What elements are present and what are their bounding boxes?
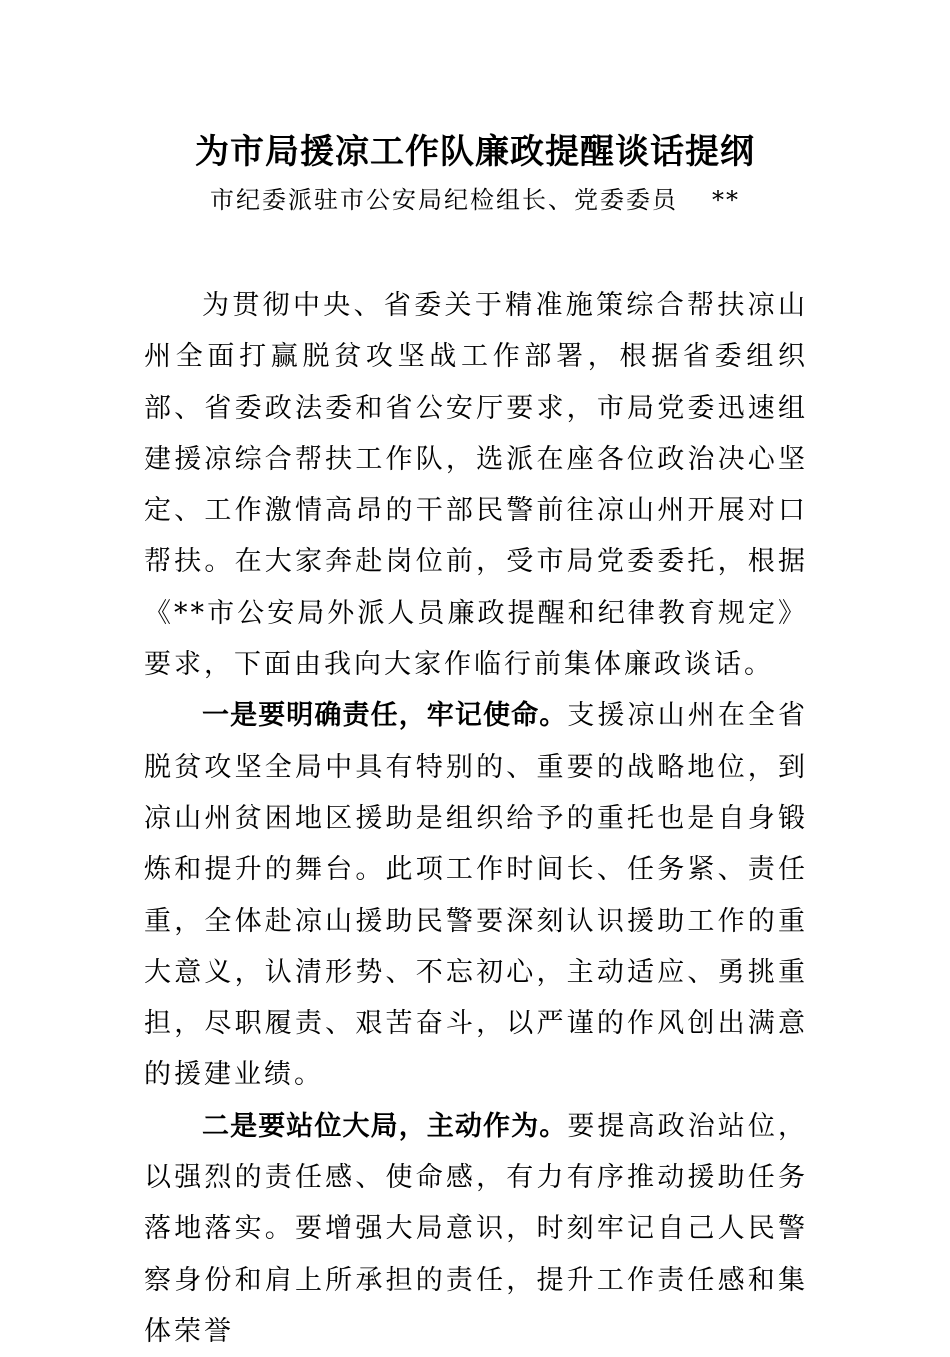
subtitle-affiliation: 市纪委派驻市公安局纪检组长、党委委员 xyxy=(210,186,678,214)
paragraph-text: 为贯彻中央、省委关于精准施策综合帮扶凉山州全面打赢脱贫攻坚战工作部署，根据省委组织部、省委政法委和省公安厅要求，市局党委迅速组建援凉综合帮扶工作队，选派在座各位政治决心坚定、工作激情高昂的干部民警前往凉山州开展对口帮扶。在大家奔赴岗位前，受市局党委委托，根据《**市公安局外派人员廉政提醒和纪律教育规定》要求，下面由我向大家作临行前集体廉政谈话。 xyxy=(144,290,808,681)
body-paragraph xyxy=(144,280,808,690)
body-paragraph xyxy=(144,690,808,1100)
subtitle-author: ** xyxy=(712,186,740,214)
document-title: 为市局援凉工作队廉政提醒谈话提纲 xyxy=(195,132,755,172)
paragraph-text: 支援凉山州在全省脱贫攻坚全局中具有特别的、重要的战略地位，到凉山州贫困地区援助是组织给予的重托也是自身锻炼和提升的舞台。此项工作时间长、任务紧、责任重，全体赴凉山援助民警要深刻认识援助工作的重大意义，认清形势、不忘初心，主动适应、勇挑重担，尽职履责、艰苦奋斗，以严谨的作风创出满意的援建业绩。 xyxy=(144,700,809,1091)
paragraph-lead: 一是要明确责任，牢记使命。 xyxy=(202,700,568,732)
document-subtitle xyxy=(0,182,950,218)
body-paragraph xyxy=(144,1101,808,1357)
document-body xyxy=(144,280,808,1357)
paragraph-text: 要提高政治站位，以强烈的责任感、使命感，有力有序推动援助任务落地落实。要增强大局意识，时刻牢记自己人民警察身份和肩上所承担的责任，提升工作责任感和集体荣誉 xyxy=(144,1110,809,1347)
paragraph-lead: 二是要站位大局，主动作为。 xyxy=(202,1110,568,1142)
